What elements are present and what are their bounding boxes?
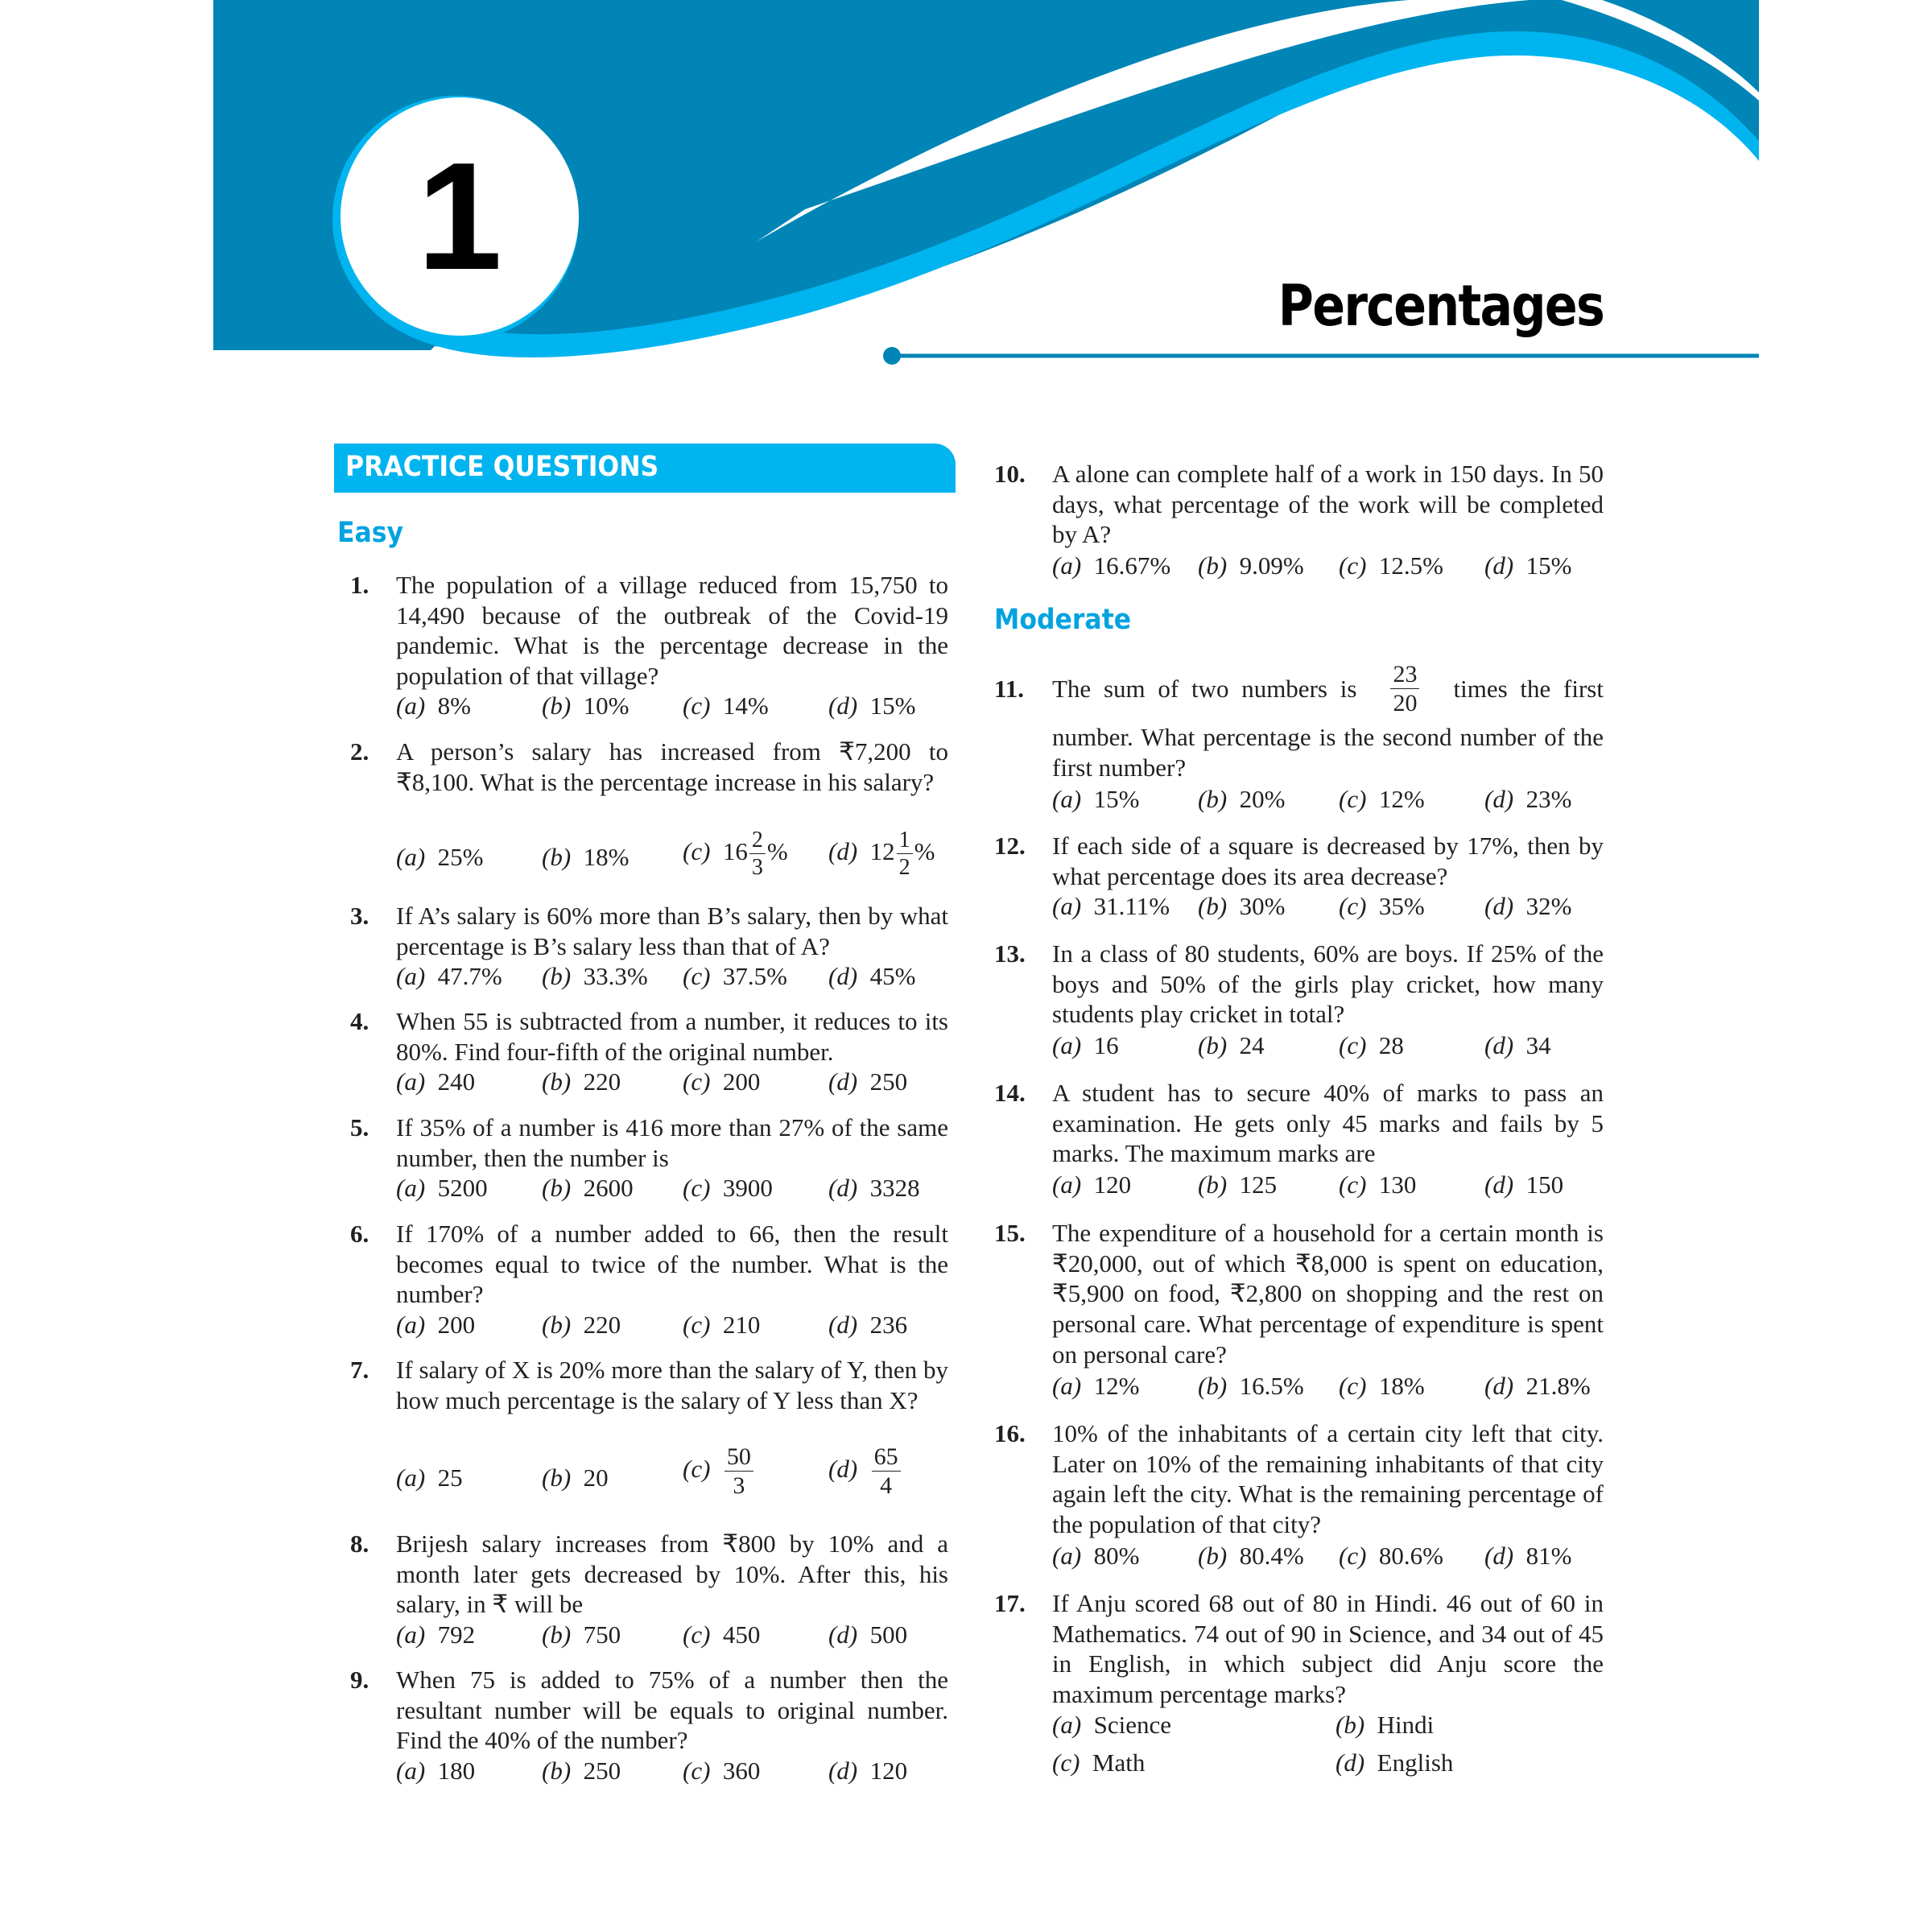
question-number: 11.: [994, 675, 1025, 703]
question-number: 2.: [350, 737, 369, 766]
question-text: If Anju scored 68 out of 80 in Hindi. 46 out of 60 in Mathematics. 74 out of 90 in Science, and 34 out of 45 in English, in which subject did Anju score the maximum percentage marks?: [1052, 1589, 1604, 1709]
question-number: 1.: [350, 571, 369, 599]
option-a[interactable]: (a) 120: [1052, 1170, 1132, 1199]
option-d[interactable]: (d) 81%: [1484, 1542, 1572, 1570]
option-c[interactable]: (c) 12.5%: [1339, 551, 1443, 580]
option-d[interactable]: (d) 236: [828, 1311, 908, 1339]
option-b[interactable]: (b) 80.4%: [1198, 1542, 1304, 1570]
question-text: If 35% of a number is 416 more than 27% of the same number, then the number is: [396, 1113, 948, 1172]
question-text: A student has to secure 40% of marks to pass an examination. He gets only 45 marks and fails by 5 marks. The maximum marks are: [1052, 1079, 1604, 1168]
option-c[interactable]: (c) 80.6%: [1339, 1542, 1443, 1570]
section-heading-easy: Easy: [337, 517, 404, 549]
option-c[interactable]: (c) 14%: [683, 691, 769, 720]
question-number: 9.: [350, 1666, 369, 1694]
question-text: The population of a village reduced from 15,750 to 14,490 because of the outbreak of the Covid-19 pandemic. What is the percentage decrease in the population of that village?: [396, 571, 948, 691]
option-d[interactable]: (d) 150: [1484, 1170, 1564, 1199]
option-b[interactable]: (b) 2600: [542, 1174, 634, 1202]
question-number: 3.: [350, 902, 369, 930]
option-d[interactable]: (d) 500: [828, 1620, 908, 1649]
option-c[interactable]: (c) 130: [1339, 1170, 1417, 1199]
option-b[interactable]: (b) 750: [542, 1620, 621, 1649]
option-d[interactable]: (d) 12 $\frac{1}{2}$ %: [828, 828, 935, 880]
option-c[interactable]: (c) 37.5%: [683, 962, 787, 990]
option-b[interactable]: (b) Hindi: [1335, 1711, 1435, 1739]
option-c[interactable]: (c) 35%: [1339, 892, 1425, 920]
question-number: 12.: [994, 832, 1026, 860]
option-b[interactable]: (b) 220: [542, 1311, 621, 1339]
option-d[interactable]: (d) $\frac{65}{4}$: [828, 1445, 902, 1498]
option-a[interactable]: (a) 792: [396, 1620, 476, 1649]
question-number: 16.: [994, 1419, 1026, 1447]
option-a[interactable]: (a) 25: [396, 1463, 463, 1492]
option-a[interactable]: (a) 25%: [396, 843, 484, 871]
option-d[interactable]: (d) 23%: [1484, 785, 1572, 813]
question-number: 5.: [350, 1113, 369, 1141]
option-b[interactable]: (b) 33.3%: [542, 962, 648, 990]
question-text: A person’s salary has increased from ₹7,200 to ₹8,100. What is the percentage increase in his salary?: [396, 737, 948, 796]
option-b[interactable]: (b) 30%: [1198, 892, 1286, 920]
option-b[interactable]: (b) 24: [1198, 1031, 1265, 1059]
option-c[interactable]: (c) Math: [1052, 1748, 1146, 1777]
section-heading-moderate: Moderate: [994, 604, 1132, 636]
option-a[interactable]: (a) 16: [1052, 1031, 1119, 1059]
question-text: When 75 is added to 75% of a number then the resultant number will be equals to original number. Find the 40% of the number?: [396, 1666, 948, 1755]
option-d[interactable]: (d) 250: [828, 1067, 908, 1096]
option-a[interactable]: (a) 16.67%: [1052, 551, 1171, 580]
option-c[interactable]: (c) 360: [683, 1757, 761, 1785]
question-text: If salary of X is 20% more than the salary of Y, then by how much percentage is the salary of Y less than X?: [396, 1356, 948, 1414]
option-c[interactable]: (c) 18%: [1339, 1372, 1425, 1400]
practice-questions-banner: [334, 444, 956, 493]
option-d[interactable]: (d) 32%: [1484, 892, 1572, 920]
option-a[interactable]: (a) 12%: [1052, 1372, 1140, 1400]
question-text: If 170% of a number added to 66, then the result becomes equal to twice of the number. What is the number?: [396, 1220, 948, 1309]
question-11: [994, 661, 1604, 716]
option-b[interactable]: (b) 125: [1198, 1170, 1278, 1199]
question-text: When 55 is subtracted from a number, it reduces to its 80%. Find four-fifth of the original number.: [396, 1007, 948, 1066]
question-text: The expenditure of a household for a certain month is ₹20,000, out of which ₹8,000 is spent on education,₹5,900 on food, ₹2,800 on shopping and the rest on personal care. What percentage of expenditure is spent on personal care?: [1052, 1219, 1604, 1368]
option-b[interactable]: (b) 9.09%: [1198, 551, 1304, 580]
option-d[interactable]: (d) 15%: [1484, 551, 1572, 580]
option-c[interactable]: (c) 28: [1339, 1031, 1404, 1059]
option-d[interactable]: (d) 34: [1484, 1031, 1551, 1059]
option-d[interactable]: (d) 3328: [828, 1174, 920, 1202]
question-number: 10.: [994, 460, 1026, 488]
option-c[interactable]: (c) $\frac{50}{3}$: [683, 1445, 755, 1498]
question-number: 14.: [994, 1079, 1026, 1107]
option-d[interactable]: (d) 21.8%: [1484, 1372, 1591, 1400]
option-a[interactable]: (a) 8%: [396, 691, 471, 720]
question-text: A alone can complete half of a work in 150 days. In 50 days, what percentage of the work will be completed by A?: [1052, 460, 1604, 549]
option-c[interactable]: (c) 200: [683, 1067, 761, 1096]
banner-label: PRACTICE QUESTIONS: [345, 451, 659, 483]
question-text: 10% of the inhabitants of a certain city left that city. Later on 10% of the remaining inhabitants of that city again left the city. What is the remaining percentage of the population of that city?: [1052, 1419, 1604, 1539]
option-a[interactable]: (a) 200: [396, 1311, 476, 1339]
option-a[interactable]: (a) 240: [396, 1067, 476, 1096]
option-a[interactable]: (a) 47.7%: [396, 962, 502, 990]
question-text: If A’s salary is 60% more than B’s salary, then by what percentage is B’s salary less than that of A?: [396, 902, 948, 960]
option-a[interactable]: (a) 5200: [396, 1174, 488, 1202]
option-a[interactable]: (a) 15%: [1052, 785, 1140, 813]
option-b[interactable]: (b) 250: [542, 1757, 621, 1785]
option-d[interactable]: (d) 45%: [828, 962, 916, 990]
option-d[interactable]: (d) English: [1335, 1748, 1454, 1777]
option-b[interactable]: (b) 20: [542, 1463, 609, 1492]
option-c[interactable]: (c) 450: [683, 1620, 761, 1649]
option-c[interactable]: (c) 16 $\frac{2}{3}$ %: [683, 828, 788, 880]
option-b[interactable]: (b) 16.5%: [1198, 1372, 1304, 1400]
option-a[interactable]: (a) 80%: [1052, 1542, 1140, 1570]
option-a[interactable]: (a) 31.11%: [1052, 892, 1170, 920]
option-b[interactable]: (b) 220: [542, 1067, 621, 1096]
option-b[interactable]: (b) 18%: [542, 843, 630, 871]
option-d[interactable]: (d) 15%: [828, 691, 916, 720]
question-number: 17.: [994, 1589, 1026, 1617]
option-c[interactable]: (c) 3900: [683, 1174, 773, 1202]
option-d[interactable]: (d) 120: [828, 1757, 908, 1785]
question-number: 7.: [350, 1356, 369, 1384]
option-a[interactable]: (a) 180: [396, 1757, 476, 1785]
question-text: Brijesh salary increases from ₹800 by 10% and a month later gets decreased by 10%. After this, his salary, in ₹ will be: [396, 1530, 948, 1619]
question-text: The sum of two numbers is $\frac{23}{20}$ times the first: [1052, 661, 1604, 716]
question-number: 6.: [350, 1220, 369, 1248]
chapter-title: Percentages: [1278, 273, 1604, 339]
question-number: 15.: [994, 1219, 1026, 1247]
question-number: 8.: [350, 1530, 369, 1558]
chapter-number: 1: [417, 131, 502, 302]
options-q17-row1: [1052, 1710, 1604, 1740]
question-text: In a class of 80 students, 60% are boys. If 25% of the boys and 50% of the girls play cricket, how many students play cricket in total?: [1052, 939, 1604, 1029]
option-a[interactable]: (a) Science: [1052, 1711, 1172, 1739]
option-b[interactable]: (b) 10%: [542, 691, 630, 720]
question-number: 13.: [994, 939, 1026, 968]
chapter-header-artwork: [0, 0, 1932, 378]
option-c[interactable]: (c) 210: [683, 1311, 761, 1339]
option-c[interactable]: (c) 12%: [1339, 785, 1425, 813]
question-number: 4.: [350, 1007, 369, 1035]
question-text: If each side of a square is decreased by 17%, then by what percentage does its area decrease?: [1052, 832, 1604, 890]
option-b[interactable]: (b) 20%: [1198, 785, 1286, 813]
options-q17-row2: [1052, 1748, 1604, 1778]
